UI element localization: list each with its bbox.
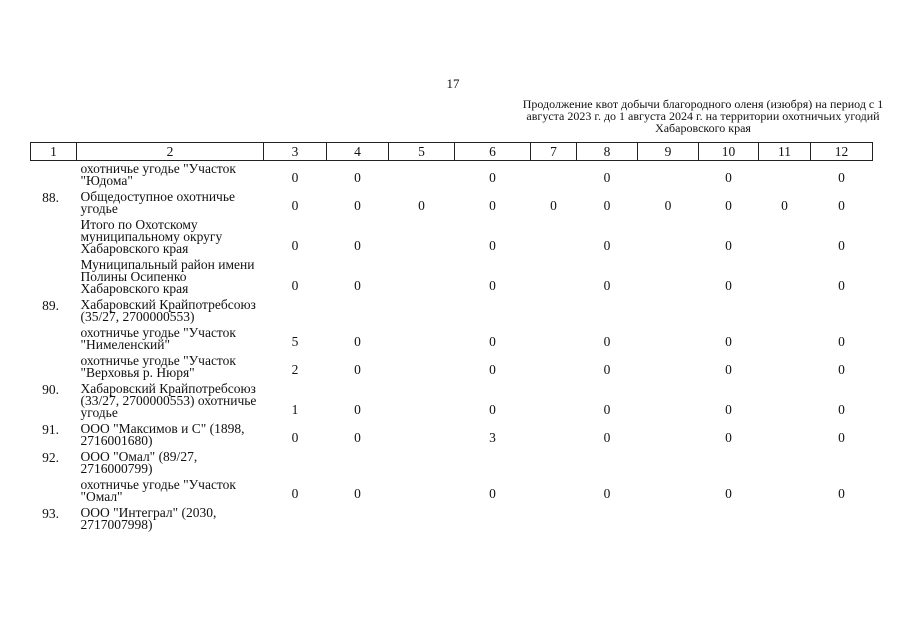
table-row <box>31 189 873 217</box>
quota-value: 0 <box>489 334 496 349</box>
table-row <box>31 325 873 353</box>
quota-value: 0 <box>838 334 845 349</box>
quota-value <box>759 297 811 325</box>
quota-value <box>264 505 327 533</box>
quota-value <box>699 297 759 325</box>
quota-table <box>30 142 873 533</box>
quota-value: 0 <box>603 402 611 417</box>
quota-value <box>389 297 455 325</box>
quota-value: 5 <box>291 334 299 349</box>
quota-value <box>531 505 577 533</box>
hunting-ground-name: ООО "Омал" (89/27, 2716000799) <box>80 449 198 476</box>
quota-value: 0 <box>725 486 732 501</box>
quota-value <box>759 161 811 190</box>
quota-value <box>759 257 811 297</box>
quota-value: 0 <box>489 238 496 253</box>
quota-value: 0 <box>603 170 611 185</box>
quota-value: 0 <box>838 238 845 253</box>
quota-value <box>389 381 455 421</box>
quota-value <box>327 297 389 325</box>
quota-value: 0 <box>354 362 361 377</box>
quota-value <box>531 477 577 505</box>
quota-value <box>759 477 811 505</box>
column-header: 1 <box>31 143 77 161</box>
quota-value: 0 <box>838 362 845 377</box>
hunting-ground-name: охотничье угодье "Участок "Юдома" <box>80 161 236 188</box>
hunting-ground-name: охотничье угодье "Участок "Нимеленский" <box>80 325 236 352</box>
quota-value <box>638 353 699 381</box>
quota-value: 0 <box>291 198 299 213</box>
quota-value: 0 <box>291 170 299 185</box>
quota-value: 0 <box>781 198 788 213</box>
column-header: 2 <box>77 143 264 161</box>
quota-value <box>759 381 811 421</box>
quota-value: 0 <box>838 278 845 293</box>
quota-value <box>389 421 455 449</box>
row-number: 92. <box>42 450 59 465</box>
quota-value <box>531 325 577 353</box>
quota-value: 0 <box>725 430 732 445</box>
quota-value: 0 <box>291 486 299 501</box>
column-header: 8 <box>577 143 638 161</box>
quota-value: 0 <box>550 198 557 213</box>
quota-value <box>638 449 699 477</box>
row-number <box>31 353 77 381</box>
quota-value: 0 <box>603 278 611 293</box>
quota-value: 0 <box>664 198 672 213</box>
quota-value: 0 <box>838 198 845 213</box>
column-header: 11 <box>759 143 811 161</box>
quota-value: 1 <box>291 402 299 417</box>
quota-value: 0 <box>291 238 299 253</box>
quota-value <box>531 381 577 421</box>
quota-value <box>389 505 455 533</box>
hunting-ground-name: Хабаровский Крайпотребсоюз (35/27, 2700000553) <box>80 297 256 324</box>
quota-value: 0 <box>291 430 299 445</box>
quota-value <box>638 161 699 190</box>
column-header: 9 <box>638 143 699 161</box>
quota-value: 0 <box>725 198 732 213</box>
quota-value <box>638 217 699 257</box>
quota-value: 2 <box>291 362 299 377</box>
quota-value: 0 <box>489 486 496 501</box>
row-number <box>31 477 77 505</box>
quota-value <box>531 217 577 257</box>
row-number: 88. <box>42 190 59 205</box>
table-row <box>31 161 873 190</box>
hunting-ground-name: Хабаровский Крайпотребсоюз (33/27, 2700000553) охотничье угодье <box>80 381 257 420</box>
quota-value: 0 <box>354 334 361 349</box>
quota-value <box>264 297 327 325</box>
quota-value <box>327 449 389 477</box>
hunting-ground-name: ООО "Максимов и С" (1898, 2716001680) <box>80 421 245 448</box>
row-number <box>31 161 77 190</box>
column-header: 10 <box>699 143 759 161</box>
hunting-ground-name: Муниципальный район имени Полины Осипенко Хабаровского края <box>80 257 255 296</box>
quota-value: 0 <box>725 278 732 293</box>
table-row <box>31 257 873 297</box>
quota-value: 0 <box>725 170 732 185</box>
quota-value <box>531 257 577 297</box>
quota-value <box>389 449 455 477</box>
column-header: 7 <box>531 143 577 161</box>
quota-value <box>577 297 638 325</box>
quota-value: 0 <box>489 402 496 417</box>
quota-value: 0 <box>489 362 496 377</box>
hunting-ground-name: охотничье угодье "Участок "Верховья р. Нюря" <box>80 353 236 380</box>
row-number: 93. <box>42 506 59 521</box>
table-row <box>31 477 873 505</box>
quota-value: 0 <box>838 170 845 185</box>
table-row <box>31 449 873 477</box>
quota-value: 0 <box>291 278 299 293</box>
quota-value <box>327 505 389 533</box>
column-header: 4 <box>327 143 389 161</box>
quota-value <box>759 505 811 533</box>
quota-value: 0 <box>603 334 611 349</box>
quota-value <box>638 477 699 505</box>
quota-value: 0 <box>354 430 361 445</box>
quota-value: 0 <box>838 486 845 501</box>
quota-value <box>811 449 873 477</box>
page-number: 17 <box>446 76 460 91</box>
quota-value: 0 <box>603 238 611 253</box>
column-header: 5 <box>389 143 455 161</box>
quota-value: 0 <box>725 334 732 349</box>
quota-value <box>759 217 811 257</box>
quota-value <box>699 449 759 477</box>
quota-value: 0 <box>725 402 732 417</box>
quota-value <box>531 353 577 381</box>
quota-value <box>699 505 759 533</box>
quota-value: 0 <box>354 238 361 253</box>
quota-value <box>638 421 699 449</box>
row-number: 91. <box>42 422 59 437</box>
quota-value <box>638 257 699 297</box>
quota-value: 0 <box>725 238 732 253</box>
row-number <box>31 217 77 257</box>
quota-value <box>389 325 455 353</box>
quota-value: 0 <box>603 430 611 445</box>
quota-value <box>389 257 455 297</box>
row-number: 90. <box>42 382 59 397</box>
quota-value: 0 <box>354 486 361 501</box>
quota-value: 0 <box>838 430 845 445</box>
table-caption: Продолжение квот добычи благородного оленя (изюбря) на период с 1 августа 2023 г. до 1 августа 2024 г. на территории охотничьих угодий Хабаровского края <box>522 97 884 135</box>
hunting-ground-name: ООО "Интеграл" (2030, 2717007998) <box>80 505 217 532</box>
table-row <box>31 505 873 533</box>
quota-value <box>638 325 699 353</box>
quota-value: 0 <box>603 198 611 213</box>
quota-value: 0 <box>838 402 845 417</box>
quota-value <box>531 449 577 477</box>
quota-value: 0 <box>603 486 611 501</box>
quota-value: 3 <box>489 430 496 445</box>
column-header-row <box>31 143 873 161</box>
quota-value <box>455 449 531 477</box>
row-number <box>31 257 77 297</box>
quota-value <box>264 449 327 477</box>
table-row <box>31 297 873 325</box>
quota-value <box>638 297 699 325</box>
table-row <box>31 421 873 449</box>
hunting-ground-name: Итого по Охотскому муниципальному округу Хабаровского края <box>80 217 223 256</box>
row-number: 89. <box>42 298 59 313</box>
quota-value <box>759 449 811 477</box>
quota-value <box>531 297 577 325</box>
table-row <box>31 353 873 381</box>
column-header: 6 <box>455 143 531 161</box>
hunting-ground-name: охотничье угодье "Участок "Омал" <box>80 477 236 504</box>
quota-value: 0 <box>418 198 425 213</box>
quota-value <box>759 325 811 353</box>
quota-value: 0 <box>725 362 732 377</box>
quota-value <box>389 161 455 190</box>
quota-value <box>389 353 455 381</box>
quota-value <box>455 505 531 533</box>
quota-value <box>531 161 577 190</box>
table-row <box>31 217 873 257</box>
quota-value: 0 <box>489 198 496 213</box>
quota-value: 0 <box>354 402 361 417</box>
quota-value <box>389 217 455 257</box>
quota-value <box>455 297 531 325</box>
quota-value <box>638 381 699 421</box>
row-number <box>31 325 77 353</box>
quota-value: 0 <box>603 362 611 377</box>
quota-value: 0 <box>354 278 361 293</box>
quota-value: 0 <box>489 278 496 293</box>
quota-value <box>389 477 455 505</box>
quota-value <box>759 421 811 449</box>
column-header: 12 <box>811 143 873 161</box>
quota-value: 0 <box>489 170 496 185</box>
quota-value <box>531 421 577 449</box>
hunting-ground-name: Общедоступное охотничье угодье <box>80 189 235 216</box>
column-header: 3 <box>264 143 327 161</box>
quota-value <box>577 449 638 477</box>
quota-value <box>638 505 699 533</box>
quota-value <box>759 353 811 381</box>
quota-value <box>811 505 873 533</box>
quota-value <box>811 297 873 325</box>
table-row <box>31 381 873 421</box>
quota-value: 0 <box>354 170 361 185</box>
quota-value: 0 <box>354 198 361 213</box>
quota-value <box>577 505 638 533</box>
